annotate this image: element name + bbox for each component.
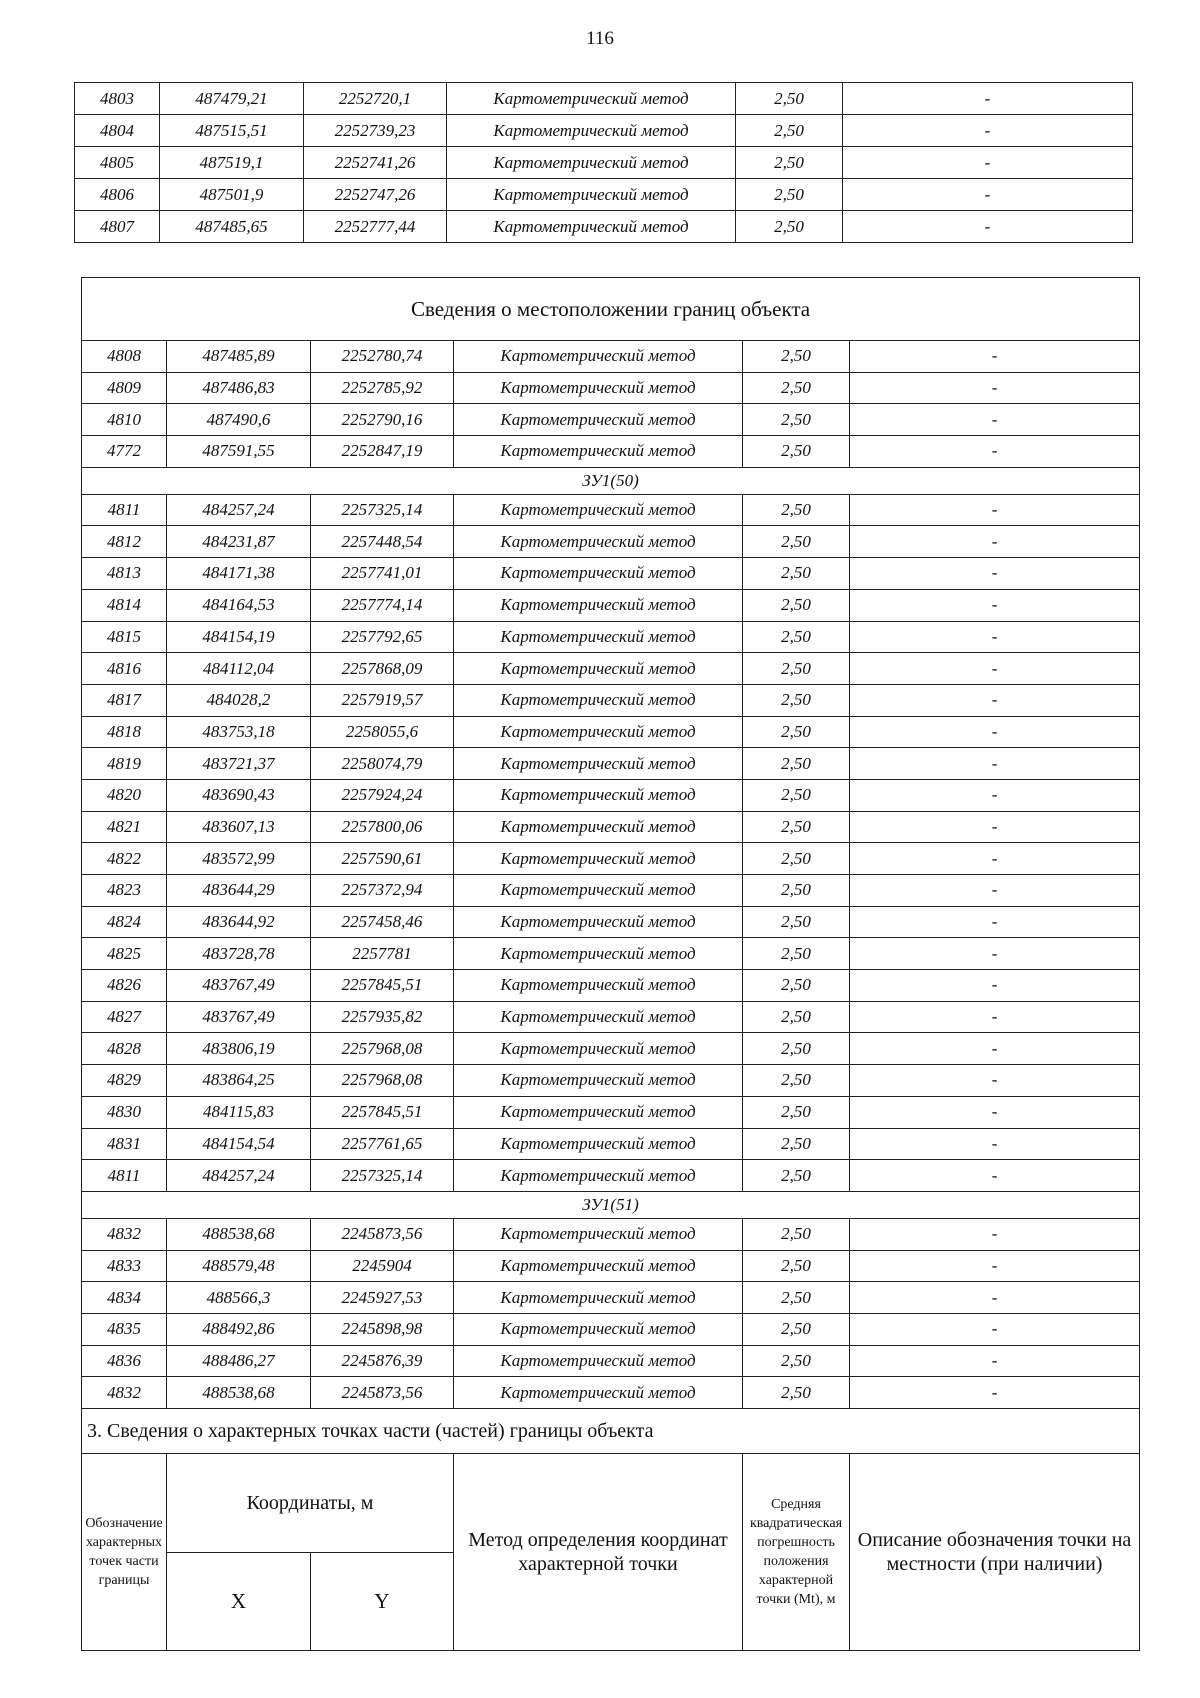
y-coordinate-cell: 2257845,51 [311, 970, 454, 1002]
accuracy-cell: 2,50 [743, 906, 850, 938]
x-coordinate-cell: 483753,18 [167, 716, 311, 748]
description-cell: - [850, 558, 1140, 590]
accuracy-cell: 2,50 [743, 621, 850, 653]
table-row [82, 404, 1140, 436]
method-cell: Картометрический метод [454, 589, 743, 621]
method-cell: Картометрический метод [454, 748, 743, 780]
description-cell: - [843, 147, 1133, 179]
point-number-cell: 4832 [82, 1218, 167, 1250]
description-cell: - [850, 1033, 1140, 1065]
table-row [82, 748, 1140, 780]
x-coordinate-cell: 488492,86 [167, 1313, 311, 1345]
accuracy-cell: 2,50 [743, 875, 850, 907]
y-coordinate-cell: 2257325,14 [311, 494, 454, 526]
method-cell: Картометрический метод [454, 436, 743, 468]
y-coordinate-cell: 2252741,26 [304, 147, 447, 179]
method-cell: Картометрический метод [454, 1033, 743, 1065]
accuracy-cell: 2,50 [743, 684, 850, 716]
method-cell: Картометрический метод [454, 1128, 743, 1160]
method-cell: Картометрический метод [454, 1160, 743, 1192]
point-number-cell: 4826 [82, 970, 167, 1002]
y-coordinate-cell: 2245873,56 [311, 1218, 454, 1250]
x-coordinate-cell: 484171,38 [167, 558, 311, 590]
y-coordinate-cell: 2245876,39 [311, 1345, 454, 1377]
description-cell: - [850, 494, 1140, 526]
description-cell: - [850, 1250, 1140, 1282]
y-coordinate-cell: 2257935,82 [311, 1001, 454, 1033]
point-number-cell: 4812 [82, 526, 167, 558]
description-cell: - [843, 115, 1133, 147]
method-cell: Картометрический метод [454, 1377, 743, 1409]
accuracy-cell: 2,50 [743, 526, 850, 558]
table-row [82, 1218, 1140, 1250]
table-row [82, 716, 1140, 748]
table-row [82, 621, 1140, 653]
point-number-cell: 4824 [82, 906, 167, 938]
accuracy-cell: 2,50 [743, 1065, 850, 1097]
point-number-cell: 4834 [82, 1282, 167, 1314]
y-coordinate-cell: 2257741,01 [311, 558, 454, 590]
x-coordinate-cell: 487519,1 [160, 147, 304, 179]
method-cell: Картометрический метод [454, 716, 743, 748]
table-row [75, 211, 1133, 243]
boundary-location-table [81, 277, 1140, 1651]
x-coordinate-cell: 484115,83 [167, 1096, 311, 1128]
y-coordinate-cell: 2257448,54 [311, 526, 454, 558]
point-number-cell: 4814 [82, 589, 167, 621]
table-row [82, 1345, 1140, 1377]
method-cell: Картометрический метод [454, 1345, 743, 1377]
x-coordinate-cell: 484154,19 [167, 621, 311, 653]
table-row [82, 341, 1140, 373]
header-y: Y [311, 1552, 454, 1651]
description-cell: - [850, 1160, 1140, 1192]
point-number-cell: 4810 [82, 404, 167, 436]
method-cell: Картометрический метод [454, 970, 743, 1002]
x-coordinate-cell: 483721,37 [167, 748, 311, 780]
table-row [82, 843, 1140, 875]
point-number-cell: 4830 [82, 1096, 167, 1128]
method-cell: Картометрический метод [447, 179, 736, 211]
table-row [82, 875, 1140, 907]
point-number-cell: 4831 [82, 1128, 167, 1160]
y-coordinate-cell: 2257781 [311, 938, 454, 970]
y-coordinate-cell: 2257800,06 [311, 811, 454, 843]
method-cell: Картометрический метод [447, 211, 736, 243]
header-description: Описание обозначения точки на местности (при наличии) [850, 1454, 1140, 1651]
y-coordinate-cell: 2257458,46 [311, 906, 454, 938]
description-cell: - [850, 1345, 1140, 1377]
accuracy-cell: 2,50 [743, 1345, 850, 1377]
x-coordinate-cell: 483806,19 [167, 1033, 311, 1065]
y-coordinate-cell: 2252747,26 [304, 179, 447, 211]
description-cell: - [850, 843, 1140, 875]
y-coordinate-cell: 2252780,74 [311, 341, 454, 373]
table-row [75, 83, 1133, 115]
accuracy-cell: 2,50 [743, 1160, 850, 1192]
method-cell: Картометрический метод [454, 404, 743, 436]
y-coordinate-cell: 2257590,61 [311, 843, 454, 875]
method-cell: Картометрический метод [454, 372, 743, 404]
y-coordinate-cell: 2257761,65 [311, 1128, 454, 1160]
description-cell: - [843, 211, 1133, 243]
accuracy-cell: 2,50 [736, 179, 843, 211]
x-coordinate-cell: 483607,13 [167, 811, 311, 843]
x-coordinate-cell: 487485,89 [167, 341, 311, 373]
method-cell: Картометрический метод [454, 779, 743, 811]
table-row [82, 494, 1140, 526]
x-coordinate-cell: 483690,43 [167, 779, 311, 811]
table-title: Сведения о местоположении границ объекта [82, 278, 1140, 341]
point-number-cell: 4819 [82, 748, 167, 780]
x-coordinate-cell: 488579,48 [167, 1250, 311, 1282]
x-coordinate-cell: 484112,04 [167, 653, 311, 685]
x-coordinate-cell: 483767,49 [167, 1001, 311, 1033]
header-accuracy: Средняя квадратическая погрешность положения характерной точки (Mt), м [743, 1454, 850, 1651]
x-coordinate-cell: 484154,54 [167, 1128, 311, 1160]
y-coordinate-cell: 2245898,98 [311, 1313, 454, 1345]
table-row [82, 1096, 1140, 1128]
description-cell: - [850, 589, 1140, 621]
accuracy-cell: 2,50 [743, 404, 850, 436]
x-coordinate-cell: 483644,92 [167, 906, 311, 938]
table-row [82, 906, 1140, 938]
point-number-cell: 4828 [82, 1033, 167, 1065]
group-label-row [82, 1191, 1140, 1218]
method-cell: Картометрический метод [454, 1250, 743, 1282]
point-number-cell: 4805 [75, 147, 160, 179]
point-number-cell: 4808 [82, 341, 167, 373]
description-cell: - [850, 1313, 1140, 1345]
x-coordinate-cell: 484028,2 [167, 684, 311, 716]
table-row [82, 1313, 1140, 1345]
accuracy-cell: 2,50 [743, 1033, 850, 1065]
method-cell: Картометрический метод [454, 494, 743, 526]
description-cell: - [850, 526, 1140, 558]
x-coordinate-cell: 487591,55 [167, 436, 311, 468]
group-label: ЗУ1(51) [82, 1191, 1140, 1218]
method-cell: Картометрический метод [454, 653, 743, 685]
point-number-cell: 4772 [82, 436, 167, 468]
description-cell: - [843, 83, 1133, 115]
accuracy-cell: 2,50 [743, 372, 850, 404]
method-cell: Картометрический метод [447, 115, 736, 147]
description-cell: - [850, 1218, 1140, 1250]
description-cell: - [850, 621, 1140, 653]
accuracy-cell: 2,50 [743, 494, 850, 526]
coordinates-table-continuation [74, 82, 1133, 243]
x-coordinate-cell: 483864,25 [167, 1065, 311, 1097]
description-cell: - [850, 1282, 1140, 1314]
description-cell: - [850, 1377, 1140, 1409]
y-coordinate-cell: 2252847,19 [311, 436, 454, 468]
point-number-cell: 4820 [82, 779, 167, 811]
table-row [75, 179, 1133, 211]
description-cell: - [850, 341, 1140, 373]
accuracy-cell: 2,50 [743, 341, 850, 373]
method-cell: Картометрический метод [454, 843, 743, 875]
x-coordinate-cell: 483572,99 [167, 843, 311, 875]
point-number-cell: 4806 [75, 179, 160, 211]
method-cell: Картометрический метод [454, 1096, 743, 1128]
table-row [82, 589, 1140, 621]
method-cell: Картометрический метод [447, 147, 736, 179]
point-number-cell: 4823 [82, 875, 167, 907]
x-coordinate-cell: 483728,78 [167, 938, 311, 970]
table-row [82, 558, 1140, 590]
table-row [82, 970, 1140, 1002]
table-row [82, 526, 1140, 558]
description-cell: - [850, 436, 1140, 468]
table-row [82, 1282, 1140, 1314]
method-cell: Картометрический метод [454, 811, 743, 843]
accuracy-cell: 2,50 [743, 938, 850, 970]
point-number-cell: 4821 [82, 811, 167, 843]
x-coordinate-cell: 487486,83 [167, 372, 311, 404]
description-cell: - [850, 779, 1140, 811]
point-number-cell: 4803 [75, 83, 160, 115]
method-cell: Картометрический метод [454, 621, 743, 653]
description-cell: - [850, 1065, 1140, 1097]
accuracy-cell: 2,50 [743, 1250, 850, 1282]
accuracy-cell: 2,50 [743, 970, 850, 1002]
x-coordinate-cell: 487479,21 [160, 83, 304, 115]
accuracy-cell: 2,50 [743, 779, 850, 811]
table-row [82, 1033, 1140, 1065]
point-number-cell: 4829 [82, 1065, 167, 1097]
y-coordinate-cell: 2257968,08 [311, 1033, 454, 1065]
table-row [82, 1250, 1140, 1282]
method-cell: Картометрический метод [454, 526, 743, 558]
page-number: 116 [586, 28, 614, 49]
y-coordinate-cell: 2258074,79 [311, 748, 454, 780]
accuracy-cell: 2,50 [743, 716, 850, 748]
method-cell: Картометрический метод [454, 1218, 743, 1250]
y-coordinate-cell: 2257968,08 [311, 1065, 454, 1097]
y-coordinate-cell: 2257919,57 [311, 684, 454, 716]
x-coordinate-cell: 488538,68 [167, 1218, 311, 1250]
accuracy-cell: 2,50 [736, 83, 843, 115]
point-number-cell: 4835 [82, 1313, 167, 1345]
description-cell: - [843, 179, 1133, 211]
accuracy-cell: 2,50 [743, 589, 850, 621]
y-coordinate-cell: 2245873,56 [311, 1377, 454, 1409]
point-number-cell: 4813 [82, 558, 167, 590]
description-cell: - [850, 938, 1140, 970]
y-coordinate-cell: 2252720,1 [304, 83, 447, 115]
point-number-cell: 4836 [82, 1345, 167, 1377]
x-coordinate-cell: 484231,87 [167, 526, 311, 558]
table-row [75, 147, 1133, 179]
description-cell: - [850, 404, 1140, 436]
point-number-cell: 4825 [82, 938, 167, 970]
point-number-cell: 4807 [75, 211, 160, 243]
accuracy-cell: 2,50 [743, 653, 850, 685]
description-cell: - [850, 653, 1140, 685]
table-row [82, 653, 1140, 685]
section-3-title: 3. Сведения о характерных точках части (частей) границы объекта [82, 1409, 1140, 1454]
point-number-cell: 4811 [82, 1160, 167, 1192]
method-cell: Картометрический метод [454, 1065, 743, 1097]
accuracy-cell: 2,50 [736, 147, 843, 179]
accuracy-cell: 2,50 [736, 115, 843, 147]
point-number-cell: 4815 [82, 621, 167, 653]
description-cell: - [850, 906, 1140, 938]
x-coordinate-cell: 487501,9 [160, 179, 304, 211]
accuracy-cell: 2,50 [743, 1313, 850, 1345]
y-coordinate-cell: 2252785,92 [311, 372, 454, 404]
group-label-row [82, 467, 1140, 494]
description-cell: - [850, 811, 1140, 843]
point-number-cell: 4804 [75, 115, 160, 147]
point-number-cell: 4816 [82, 653, 167, 685]
description-cell: - [850, 684, 1140, 716]
header-point-designation: Обозначение характерных точек части границы [82, 1454, 167, 1651]
x-coordinate-cell: 484257,24 [167, 1160, 311, 1192]
accuracy-cell: 2,50 [743, 1001, 850, 1033]
y-coordinate-cell: 2257774,14 [311, 589, 454, 621]
description-cell: - [850, 1001, 1140, 1033]
accuracy-cell: 2,50 [743, 436, 850, 468]
point-number-cell: 4822 [82, 843, 167, 875]
table-row [82, 1160, 1140, 1192]
point-number-cell: 4811 [82, 494, 167, 526]
x-coordinate-cell: 487515,51 [160, 115, 304, 147]
description-cell: - [850, 372, 1140, 404]
method-cell: Картометрический метод [454, 938, 743, 970]
y-coordinate-cell: 2257325,14 [311, 1160, 454, 1192]
point-number-cell: 4817 [82, 684, 167, 716]
y-coordinate-cell: 2252790,16 [311, 404, 454, 436]
accuracy-cell: 2,50 [743, 1377, 850, 1409]
description-cell: - [850, 716, 1140, 748]
table-row [82, 372, 1140, 404]
accuracy-cell: 2,50 [736, 211, 843, 243]
method-cell: Картометрический метод [454, 558, 743, 590]
method-cell: Картометрический метод [454, 1282, 743, 1314]
y-coordinate-cell: 2257845,51 [311, 1096, 454, 1128]
x-coordinate-cell: 484164,53 [167, 589, 311, 621]
accuracy-cell: 2,50 [743, 1282, 850, 1314]
y-coordinate-cell: 2245927,53 [311, 1282, 454, 1314]
table-row [82, 436, 1140, 468]
x-coordinate-cell: 488566,3 [167, 1282, 311, 1314]
x-coordinate-cell: 488538,68 [167, 1377, 311, 1409]
x-coordinate-cell: 484257,24 [167, 494, 311, 526]
description-cell: - [850, 1096, 1140, 1128]
point-number-cell: 4818 [82, 716, 167, 748]
table-row [82, 1377, 1140, 1409]
table-row [82, 938, 1140, 970]
accuracy-cell: 2,50 [743, 558, 850, 590]
y-coordinate-cell: 2257792,65 [311, 621, 454, 653]
point-number-cell: 4809 [82, 372, 167, 404]
method-cell: Картометрический метод [454, 341, 743, 373]
header-method: Метод определения координат характерной точки [454, 1454, 743, 1651]
accuracy-cell: 2,50 [743, 843, 850, 875]
accuracy-cell: 2,50 [743, 748, 850, 780]
accuracy-cell: 2,50 [743, 1218, 850, 1250]
table-row [82, 779, 1140, 811]
y-coordinate-cell: 2257924,24 [311, 779, 454, 811]
point-number-cell: 4833 [82, 1250, 167, 1282]
header-x: X [167, 1552, 311, 1651]
y-coordinate-cell: 2258055,6 [311, 716, 454, 748]
accuracy-cell: 2,50 [743, 811, 850, 843]
point-number-cell: 4832 [82, 1377, 167, 1409]
method-cell: Картометрический метод [454, 1001, 743, 1033]
x-coordinate-cell: 487485,65 [160, 211, 304, 243]
method-cell: Картометрический метод [454, 1313, 743, 1345]
table-row [82, 1001, 1140, 1033]
x-coordinate-cell: 487490,6 [167, 404, 311, 436]
table-row [82, 811, 1140, 843]
method-cell: Картометрический метод [454, 684, 743, 716]
y-coordinate-cell: 2252739,23 [304, 115, 447, 147]
table-row [82, 684, 1140, 716]
table-row [82, 1128, 1140, 1160]
description-cell: - [850, 875, 1140, 907]
x-coordinate-cell: 483644,29 [167, 875, 311, 907]
table-row [82, 1065, 1140, 1097]
table-row [75, 115, 1133, 147]
y-coordinate-cell: 2245904 [311, 1250, 454, 1282]
y-coordinate-cell: 2252777,44 [304, 211, 447, 243]
method-cell: Картометрический метод [454, 906, 743, 938]
point-number-cell: 4827 [82, 1001, 167, 1033]
accuracy-cell: 2,50 [743, 1096, 850, 1128]
group-label: ЗУ1(50) [82, 467, 1140, 494]
y-coordinate-cell: 2257868,09 [311, 653, 454, 685]
x-coordinate-cell: 483767,49 [167, 970, 311, 1002]
accuracy-cell: 2,50 [743, 1128, 850, 1160]
method-cell: Картометрический метод [454, 875, 743, 907]
description-cell: - [850, 748, 1140, 780]
header-coordinates: Координаты, м [167, 1454, 454, 1553]
method-cell: Картометрический метод [447, 83, 736, 115]
description-cell: - [850, 1128, 1140, 1160]
x-coordinate-cell: 488486,27 [167, 1345, 311, 1377]
y-coordinate-cell: 2257372,94 [311, 875, 454, 907]
description-cell: - [850, 970, 1140, 1002]
